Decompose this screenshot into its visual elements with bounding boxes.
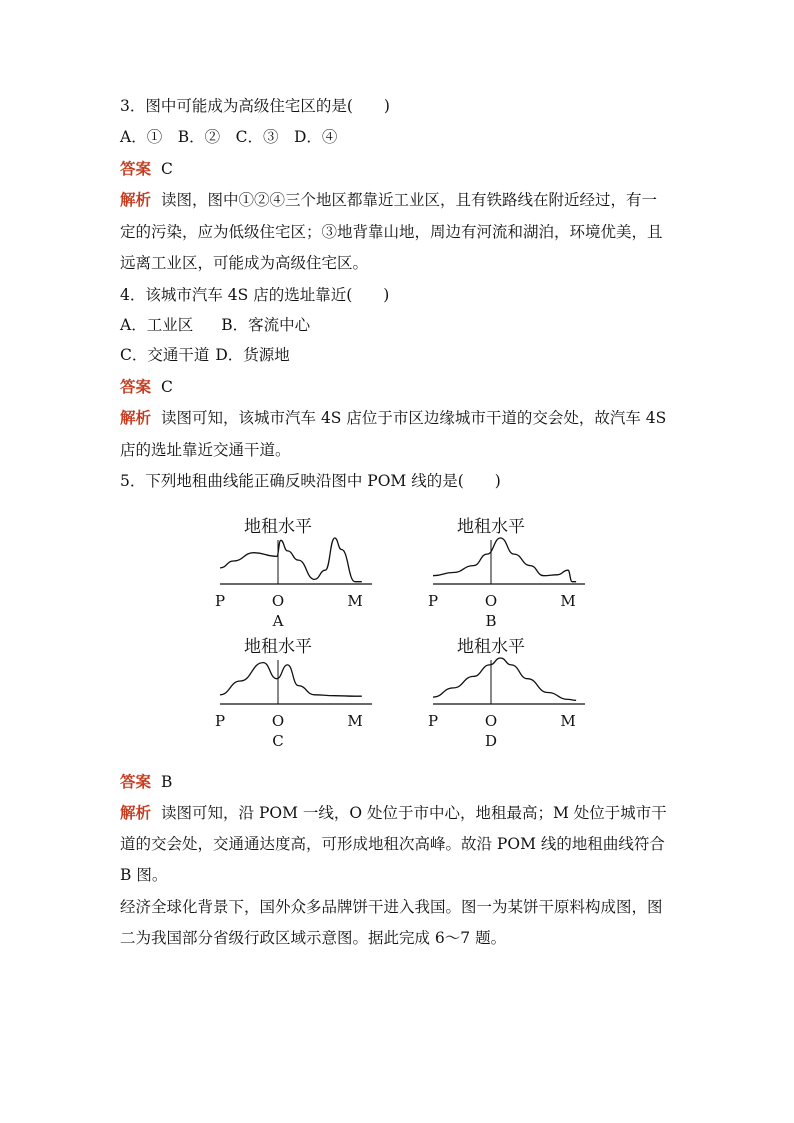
chart-a-tick-p: P <box>214 592 226 610</box>
q4-answer <box>120 377 680 397</box>
analysis-label: 解析 <box>120 408 152 427</box>
q4-option-c: C．交通干道 <box>120 346 210 364</box>
chart-a-rent-curve <box>220 538 362 582</box>
chart-b-tick-o: O <box>484 592 498 610</box>
rent-chart-c <box>212 632 372 750</box>
chart-b-title: 地租水平 <box>457 517 525 537</box>
q5-answer <box>120 772 680 792</box>
answer-value: B <box>161 773 173 791</box>
chart-d-tick-p: P <box>427 712 439 730</box>
rent-chart-a <box>212 512 372 630</box>
q3-analysis-line-3: 远离工业区，可能成为高级住宅区。 <box>120 254 369 272</box>
q4-options-row-2 <box>120 345 680 365</box>
q4-option-a: A．工业区 <box>120 316 194 334</box>
chart-c-caption: C <box>272 732 284 750</box>
q3-analysis-line-1: 解析 读图，图中①②④三个地区都靠近工业区，且有铁路线在附近经过，有一 <box>120 190 658 209</box>
chart-a-caption: A <box>272 612 284 630</box>
q4-options-row-1 <box>120 315 680 335</box>
q3-analysis-line-2: 定的污染，应为低级住宅区；③地背靠山地，周边有河流和湖泊，环境优美，且 <box>120 223 663 241</box>
analysis-label: 解析 <box>120 190 152 209</box>
chart-a-tick-o: O <box>271 592 285 610</box>
q5-analysis-line-2: 道的交会处，交通通达度高，可形成地租次高峰。故沿 POM 线的地租曲线符合 <box>120 835 665 853</box>
q4-stem: 4．该城市汽车 4S 店的选址靠近( ) <box>120 286 390 304</box>
chart-c-tick-p: P <box>214 712 226 730</box>
rent-chart-d <box>425 632 585 750</box>
chart-c-rent-curve <box>220 663 362 697</box>
chart-d-caption: D <box>484 732 498 750</box>
chart-b-caption: B <box>485 612 497 630</box>
chart-d-tick-o: O <box>484 712 498 730</box>
answer-value: C <box>161 160 173 178</box>
answer-label: 答案 <box>120 772 152 791</box>
rent-chart-b <box>425 512 585 630</box>
q3-answer <box>120 159 680 179</box>
chart-a-tick-m: M <box>347 592 363 610</box>
q5-analysis-line-3: B 图。 <box>120 866 168 884</box>
q4-analysis-line-2: 店的选址靠近交通干道。 <box>120 441 291 459</box>
q4-option-d: D．货源地 <box>215 346 290 364</box>
q4-option-b: B．客流中心 <box>221 316 311 334</box>
intro-line-1: 经济全球化背景下，国外众多品牌饼干进入我国。图一为某饼干原料构成图，图 <box>120 898 663 916</box>
chart-d-title: 地租水平 <box>457 637 525 657</box>
chart-c-tick-m: M <box>347 712 363 730</box>
chart-b-tick-p: P <box>427 592 439 610</box>
q5-stem: 5．下列地租曲线能正确反映沿图中 POM 线的是( ) <box>120 472 501 490</box>
q3-options: A．① B．② C．③ D．④ <box>120 128 338 146</box>
analysis-label: 解析 <box>120 803 152 822</box>
chart-b-rent-curve <box>433 538 576 582</box>
chart-d-rent-curve <box>433 658 576 700</box>
intro-line-2: 二为我国部分省级行政区域示意图。据此完成 6～7 题。 <box>120 929 507 947</box>
chart-b-tick-m: M <box>560 592 576 610</box>
q5-analysis-line-1: 解析 读图可知，沿 POM 一线，O 处位于市中心，地租最高；M 处位于城市干 <box>120 803 667 822</box>
answer-label: 答案 <box>120 159 152 178</box>
chart-d-tick-m: M <box>560 712 576 730</box>
q4-analysis-line-1: 解析 读图可知，该城市汽车 4S 店位于市区边缘城市干道的交会处，故汽车 4S <box>120 408 667 427</box>
answer-label: 答案 <box>120 377 152 396</box>
chart-c-tick-o: O <box>271 712 285 730</box>
chart-a-title: 地租水平 <box>244 517 312 537</box>
q3-stem: 3．图中可能成为高级住宅区的是( ) <box>120 97 390 115</box>
chart-c-title: 地租水平 <box>244 637 312 657</box>
answer-value: C <box>161 378 173 396</box>
